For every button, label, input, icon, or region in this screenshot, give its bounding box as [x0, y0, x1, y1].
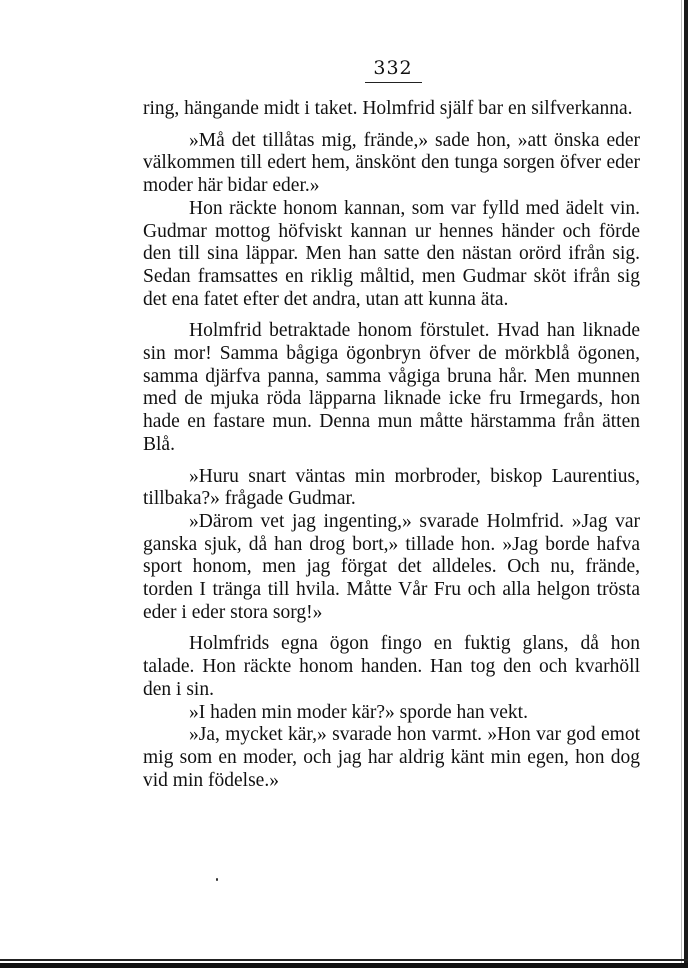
paragraph: Holmfrid betraktade honom förstulet. Hvad han liknade sin mor! Samma bågiga ögonbryn öfver de mörkblå ögonen, samma djärfva panna, samma vågiga bruna hår. Men munnen med de mjuka röda läpparna liknade icke fru Irmegards, hon hade en fastare mun. Denna mun måtte härstamma från ätten Blå. — [143, 320, 640, 455]
paragraph: »Ja, mycket kär,» svarade hon varmt. »Hon var god emot mig som en moder, och jag har aldrig känt min egen, hon dog vid min födelse.» — [143, 724, 640, 791]
paragraph: Hon räckte honom kannan, som var fylld med ädelt vin. Gudmar mottog höfviskt kannan ur hennes händer och förde den till sina läppar. Men han satte den nästan orörd ifrån sig. Sedan framsattes en riklig måltid, men Gudmar sköt ifrån sig det ena fatet efter det andra, utan att kunna äta. — [143, 197, 640, 310]
paragraph: »Må det tillåtas mig, frände,» sade hon, »att önska eder välkommen till edert hem, änskönt den tunga sorgen öfver eder moder här bidar eder.» — [143, 129, 640, 197]
page-number: 332 — [373, 57, 413, 79]
paragraph: »Huru snart väntas min morbroder, biskop Laurentius, tillbaka?» frågade Gudmar. — [143, 465, 640, 510]
body-text — [143, 98, 640, 792]
page-edge-bottom-inner — [0, 959, 688, 961]
paragraph: Holmfrids egna ögon fingo en fuktig glans, då hon talade. Hon räckte honom handen. Han tog den och kvarhöll den i sin. — [143, 633, 640, 700]
page-edge-bottom — [0, 963, 688, 968]
page-edge-right — [684, 0, 688, 968]
page-edge-right-inner — [681, 0, 682, 968]
paragraph: ring, hängande midt i taket. Holmfrid själf bar en silfverkanna. — [143, 98, 633, 119]
ink-speck — [216, 878, 218, 881]
paragraph: »Därom vet jag ingenting,» svarade Holmfrid. »Jag var ganska sjuk, då han drog bort,» tillade hon. »Jag borde hafva sport honom, men jag förgat det alldeles. Och nu, frände, torden I tränga till hvila. Måtte Vår Fru och alla helgon trösta eder i eder stora sorg!» — [143, 510, 640, 623]
page-number-underline — [365, 82, 422, 83]
paragraph: »I haden min moder kär?» sporde han vekt. — [189, 701, 528, 723]
